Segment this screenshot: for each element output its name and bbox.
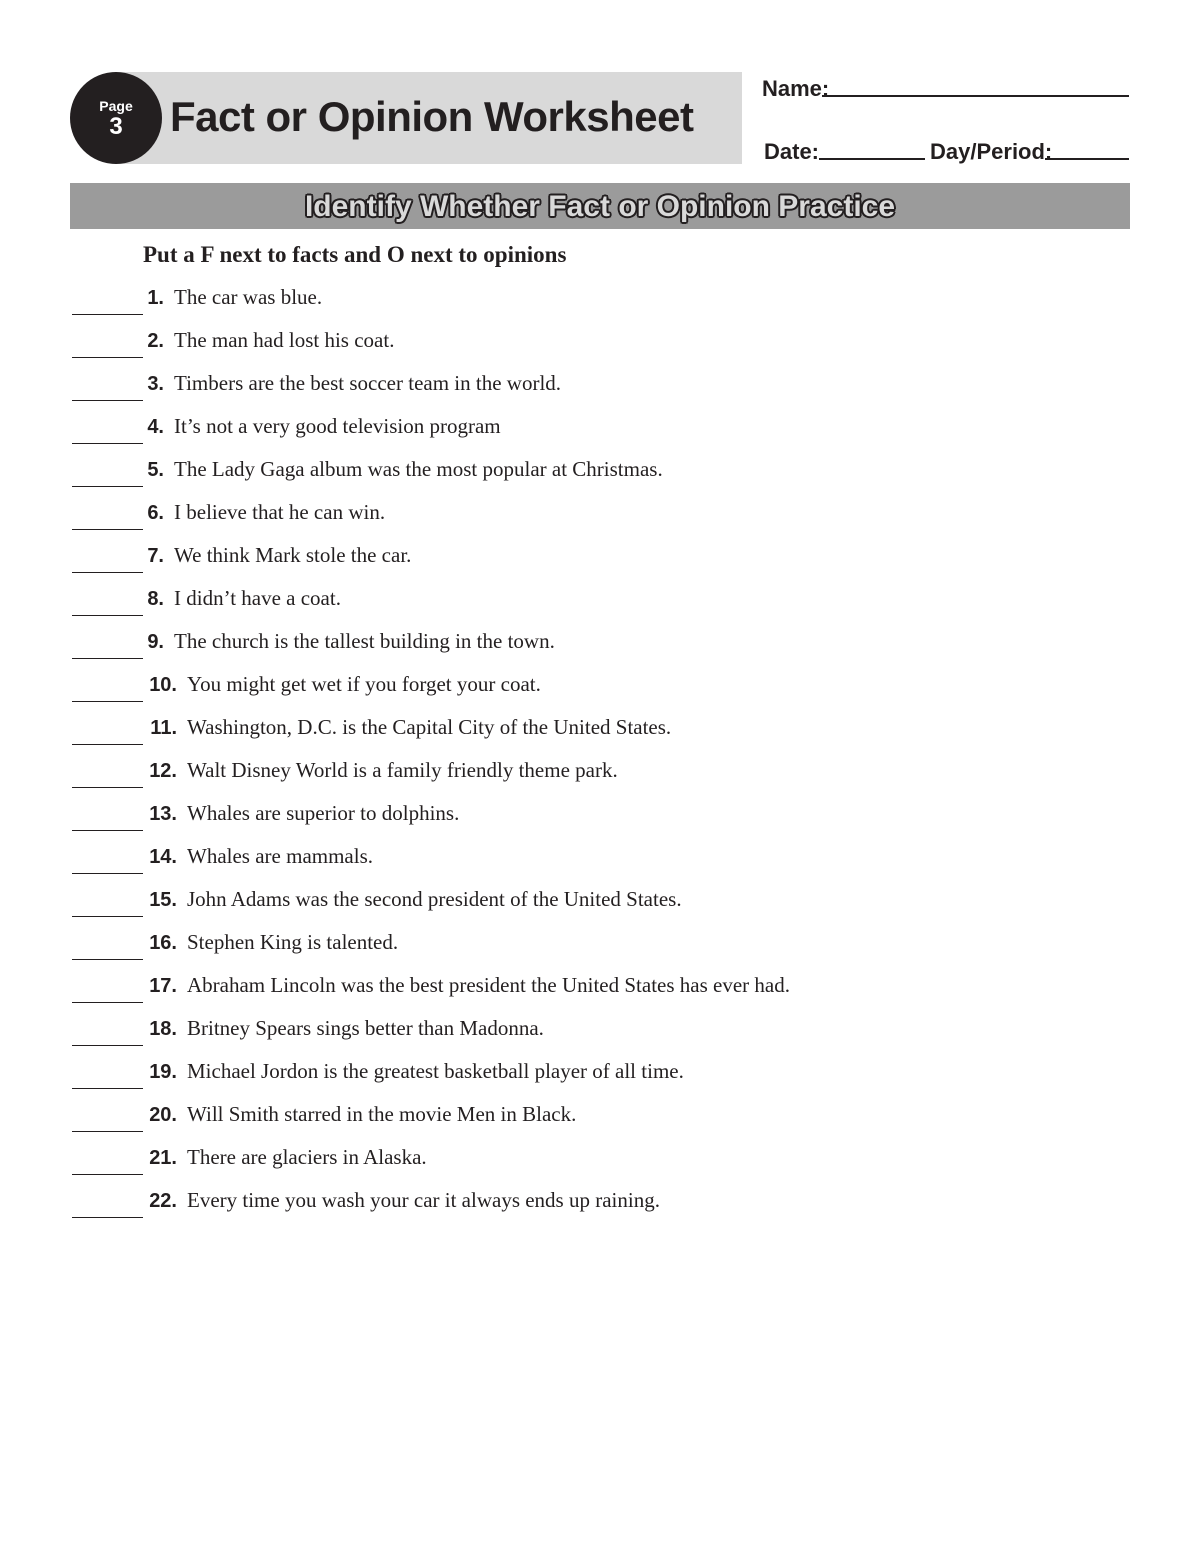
question-number: 10. [149,674,177,696]
answer-blank[interactable] [72,873,143,874]
question-item [72,276,1072,319]
answer-blank[interactable] [72,916,143,917]
question-text: The church is the tallest building in the town. [174,629,555,653]
question-text: Whales are superior to dolphins. [187,801,460,825]
question-number: 13. [149,803,177,825]
question-item [72,706,1072,749]
question-text: The car was blue. [174,285,323,309]
question-text: Will Smith starred in the movie Men in Black. [187,1102,577,1126]
date-label: Date: [764,139,820,164]
question-number: 16. [149,932,177,954]
question-number: 2. [147,330,164,352]
question-text: Michael Jordon is the greatest basketball player of all time. [187,1059,684,1083]
question-item [72,362,1072,405]
question-number: 15. [149,889,177,911]
question-item [72,319,1072,362]
answer-blank[interactable] [72,615,143,616]
page-label: Page [99,98,133,114]
answer-blank[interactable] [72,701,143,702]
question-number: 11. [150,717,177,739]
question-text: The Lady Gaga album was the most popular at Christmas. [174,457,663,481]
answer-blank[interactable] [72,658,143,659]
question-number: 20. [149,1104,177,1126]
page-badge [70,72,162,164]
answer-blank[interactable] [72,787,143,788]
question-number: 9. [147,631,164,653]
section-banner [70,183,1130,229]
question-item [72,964,1072,1007]
answer-blank[interactable] [72,744,143,745]
question-item [72,749,1072,792]
question-item [72,1179,1072,1222]
question-item [72,1007,1072,1050]
question-number: 19. [149,1061,177,1083]
period-label: Day/Period: [930,139,1053,164]
answer-blank[interactable] [72,486,143,487]
question-text: The man had lost his coat. [174,328,395,352]
answer-blank[interactable] [72,1002,143,1003]
question-item [72,405,1072,448]
answer-blank[interactable] [72,1088,143,1089]
question-list [72,276,1072,1222]
question-text: Every time you wash your car it always ends up raining. [187,1188,660,1212]
question-number: 6. [147,502,164,524]
question-text: Britney Spears sings better than Madonna. [187,1016,544,1040]
answer-blank[interactable] [72,1131,143,1132]
answer-blank[interactable] [72,314,143,315]
question-item [72,577,1072,620]
answer-blank[interactable] [72,529,143,530]
question-item [72,1136,1072,1179]
question-number: 18. [149,1018,177,1040]
section-title: Identify Whether Fact or Opinion Practice [304,190,896,223]
question-number: 17. [149,975,177,997]
question-number: 21. [149,1147,177,1169]
question-number: 7. [147,545,164,567]
question-number: 4. [147,416,164,438]
answer-blank[interactable] [72,1217,143,1218]
question-number: 12. [149,760,177,782]
date-field[interactable] [819,158,925,160]
question-text: Whales are mammals. [187,844,374,868]
answer-blank[interactable] [72,357,143,358]
question-item [72,835,1072,878]
question-item [72,1093,1072,1136]
period-field[interactable] [1045,158,1129,160]
question-text: We think Mark stole the car. [174,543,412,567]
answer-blank[interactable] [72,959,143,960]
question-text: There are glaciers in Alaska. [187,1145,427,1169]
question-item [72,491,1072,534]
question-text: You might get wet if you forget your coat. [187,672,541,696]
question-text: It’s not a very good television program [174,414,501,438]
question-number: 8. [147,588,164,610]
question-text: I believe that he can win. [174,500,386,524]
answer-blank[interactable] [72,1045,143,1046]
question-number: 1. [147,287,164,309]
page-title: Fact or Opinion Worksheet [170,93,694,140]
answer-blank[interactable] [72,830,143,831]
question-item [72,878,1072,921]
question-text: I didn’t have a coat. [174,586,341,610]
question-text: Abraham Lincoln was the best president the United States has ever had. [187,973,790,997]
question-number: 5. [147,459,164,481]
question-text: Stephen King is talented. [187,930,399,954]
answer-blank[interactable] [72,443,143,444]
name-label: Name: [762,76,830,101]
answer-blank[interactable] [72,1174,143,1175]
question-item [72,534,1072,577]
question-item [72,620,1072,663]
answer-blank[interactable] [72,400,143,401]
question-text: Walt Disney World is a family friendly theme park. [187,758,618,782]
page-number: 3 [109,113,123,140]
question-item [72,921,1072,964]
question-item [72,1050,1072,1093]
name-field[interactable] [822,95,1129,97]
question-number: 3. [147,373,164,395]
question-text: Timbers are the best soccer team in the world. [174,371,562,395]
question-item [72,663,1072,706]
instructions: Put a F next to facts and O next to opinions [143,242,567,267]
question-item [72,792,1072,835]
question-number: 22. [149,1190,177,1212]
answer-blank[interactable] [72,572,143,573]
question-text: Washington, D.C. is the Capital City of the United States. [187,715,672,739]
question-text: John Adams was the second president of the United States. [187,887,682,911]
question-item [72,448,1072,491]
question-number: 14. [149,846,177,868]
